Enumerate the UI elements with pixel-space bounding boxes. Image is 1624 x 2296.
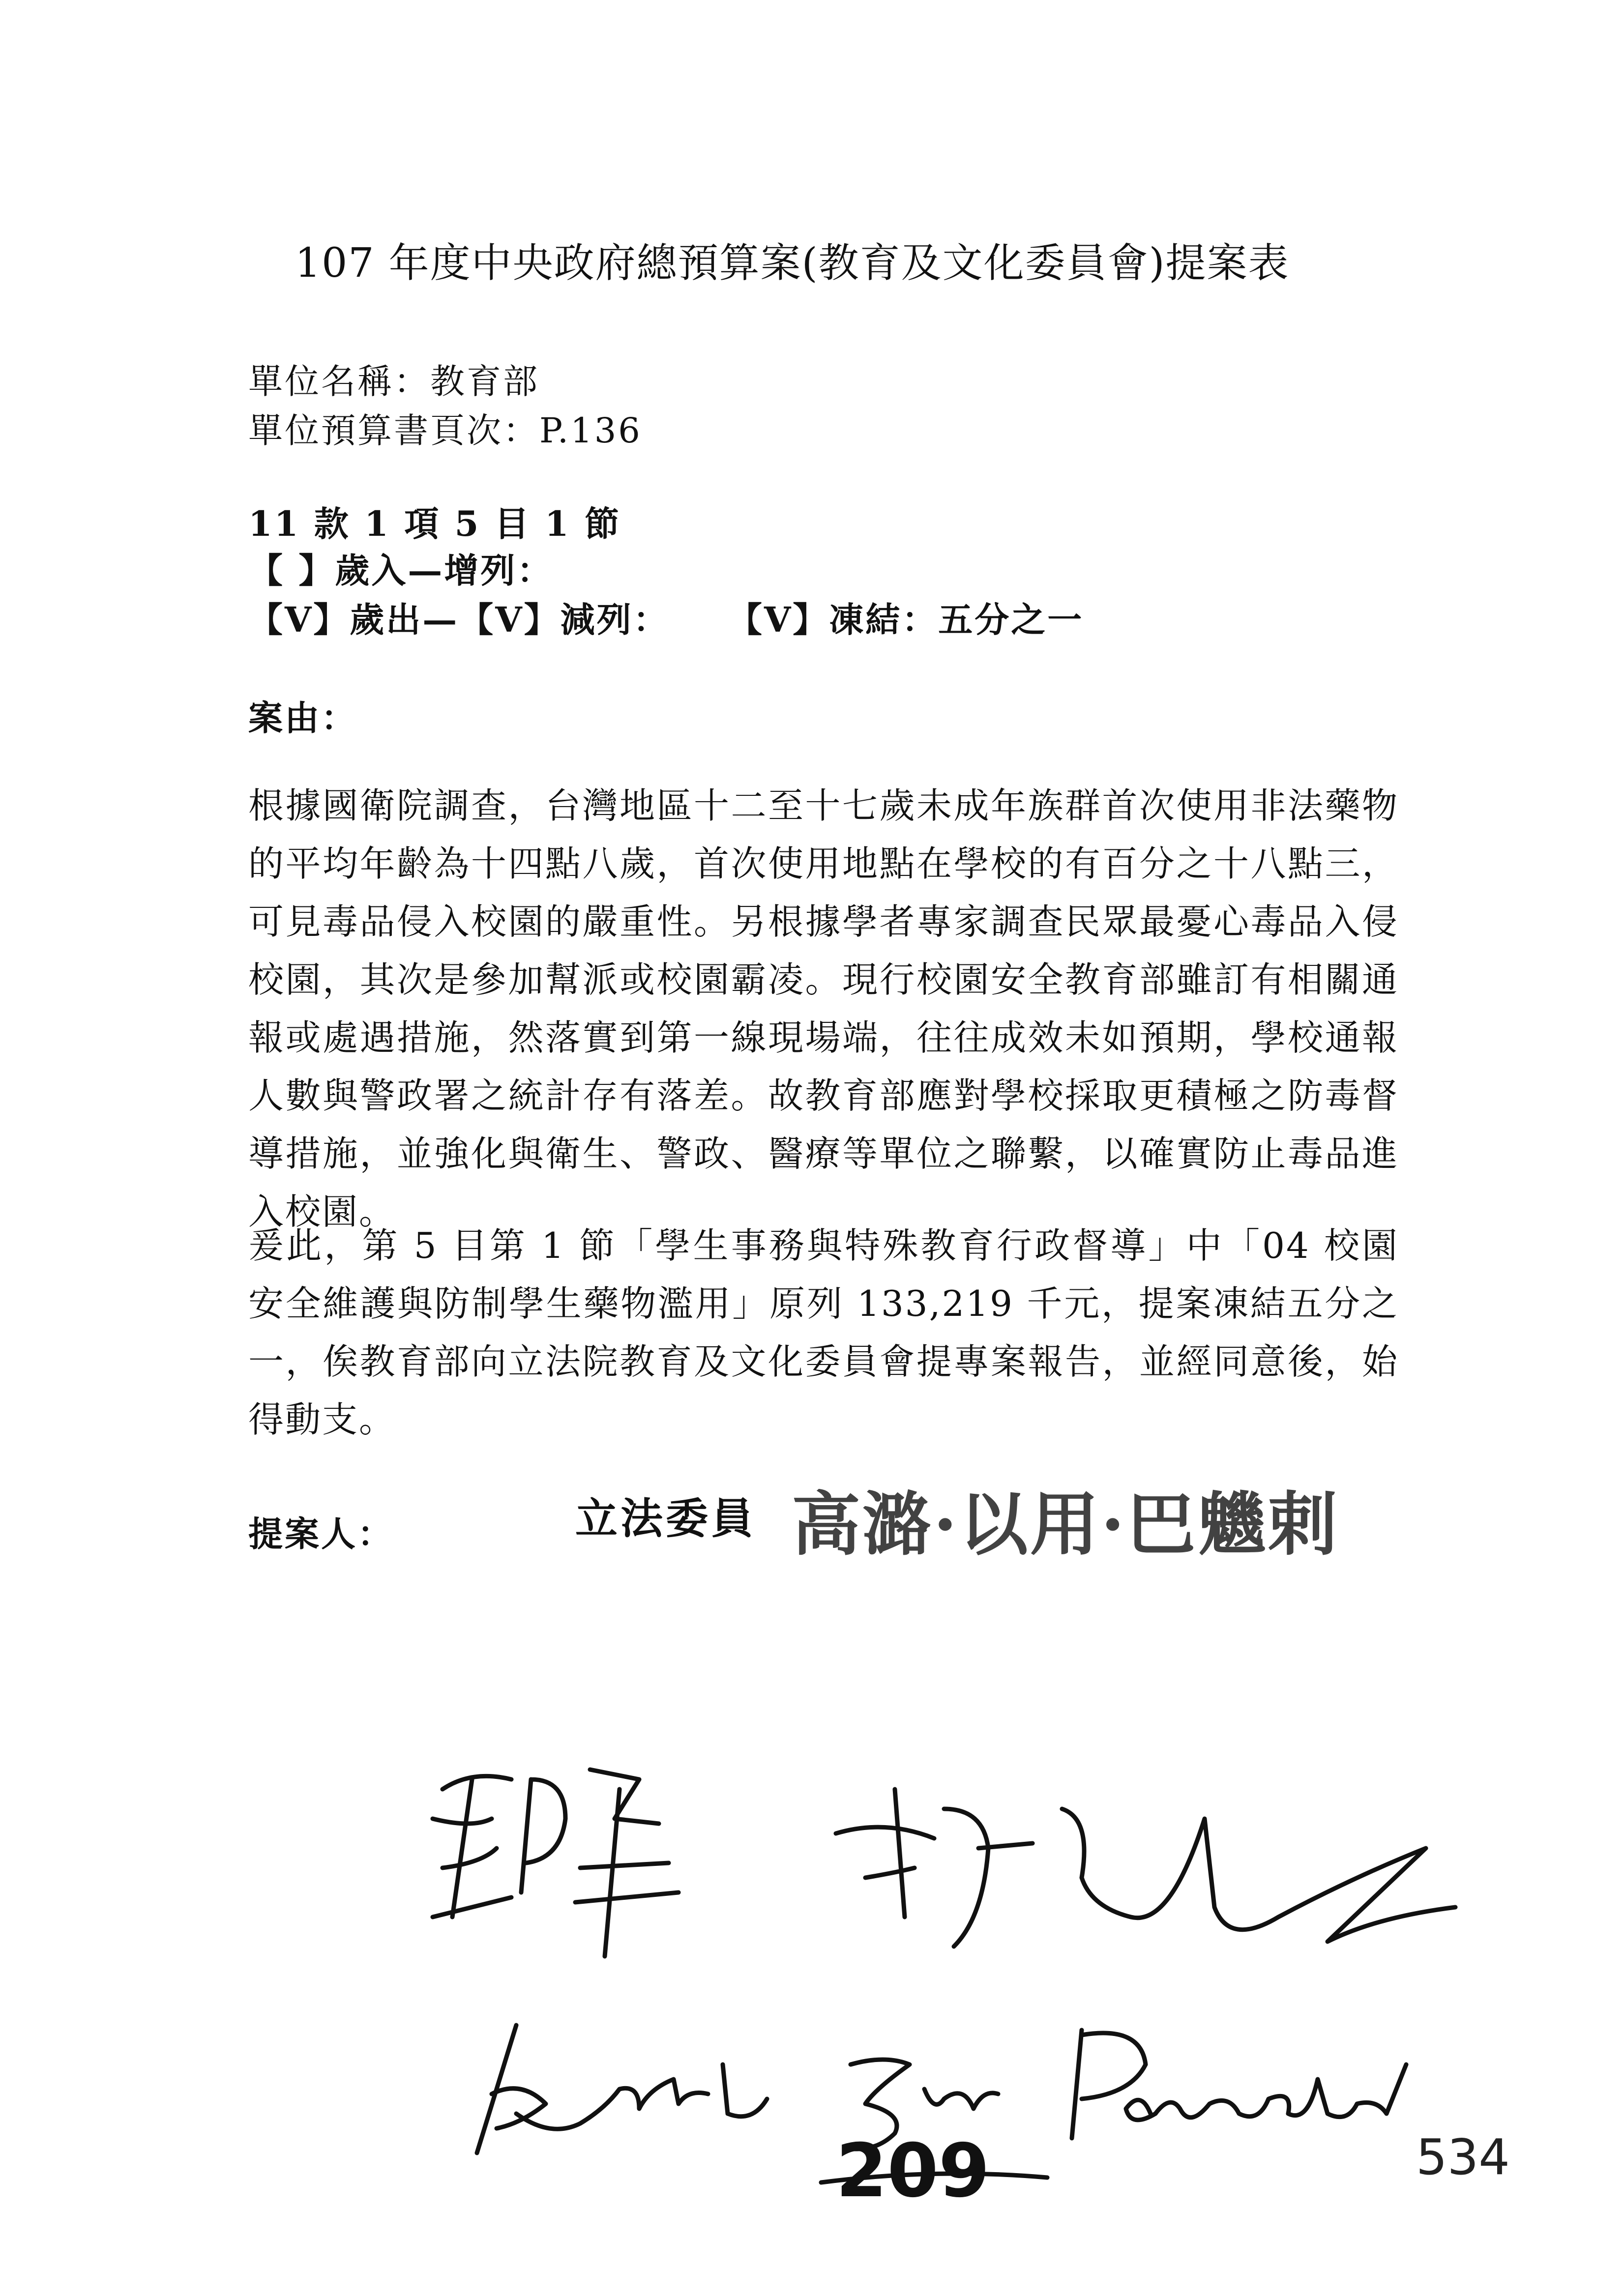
corner-note: 534 <box>1416 2128 1510 2186</box>
section-reference: 11 款 1 項 5 目 1 節 <box>248 503 621 544</box>
reason-paragraph-1: 根據國衛院調查，台灣地區十二至十七歲未成年族群首次使用非法藥物的平均年齡為十四點八歲，首次使用地點在學校的有百分之十八點三，可見毒品侵入校園的嚴重性。另根據學者專家調查民眾最憂心毒品入侵校園，其次是參加幫派或校園霸凌。現行校園安全教育部雖訂有相關通報或處遇措施，然落實到第一線現場端，往往成效未如預期，學校通報人數與警政署之統計存有落差。故教育部應對學校採取更積極之防毒督導措施，並強化與衛生、警政、醫療等單位之聯繫，以確實防止毒品進入校園。 <box>248 785 1399 1232</box>
reason-label: 案由： <box>248 698 357 738</box>
freeze-line: 【V】凍結：五分之一 <box>728 599 1084 640</box>
unit-budget-page: 單位預算書頁次：P.136 <box>248 410 642 451</box>
unit-name: 單位名稱：教育部 <box>248 361 539 402</box>
page-title: 107 年度中央政府總預算案(教育及文化委員會)提案表 <box>295 240 1290 287</box>
reason-paragraph-2: 爰此，第 5 目第 1 節「學生事務與特殊教育行政督導」中「04 校園安全維護與防制學生藥物濫用」原列 133,219 千元，提案凍結五分之一，俟教育部向立法院教育及文化委員會提專案報告，並經同意後，始得動支。 <box>248 1225 1399 1440</box>
revenue-line: 【 】歲入—增列： <box>248 550 554 591</box>
expense-line: 【V】歲出—【V】減列： <box>248 599 670 640</box>
signature-2 <box>836 1789 1455 1947</box>
legislator-stamp-prefix: 立法委員 <box>575 1494 756 1543</box>
legislator-stamp-name: 高潞·以用·巴魕剌 <box>792 1484 1339 1565</box>
signature-1 <box>433 1770 679 1956</box>
proposer-label: 提案人： <box>248 1513 394 1554</box>
page-number-underline <box>811 2163 1057 2202</box>
page-number: 209 <box>836 2128 990 2214</box>
